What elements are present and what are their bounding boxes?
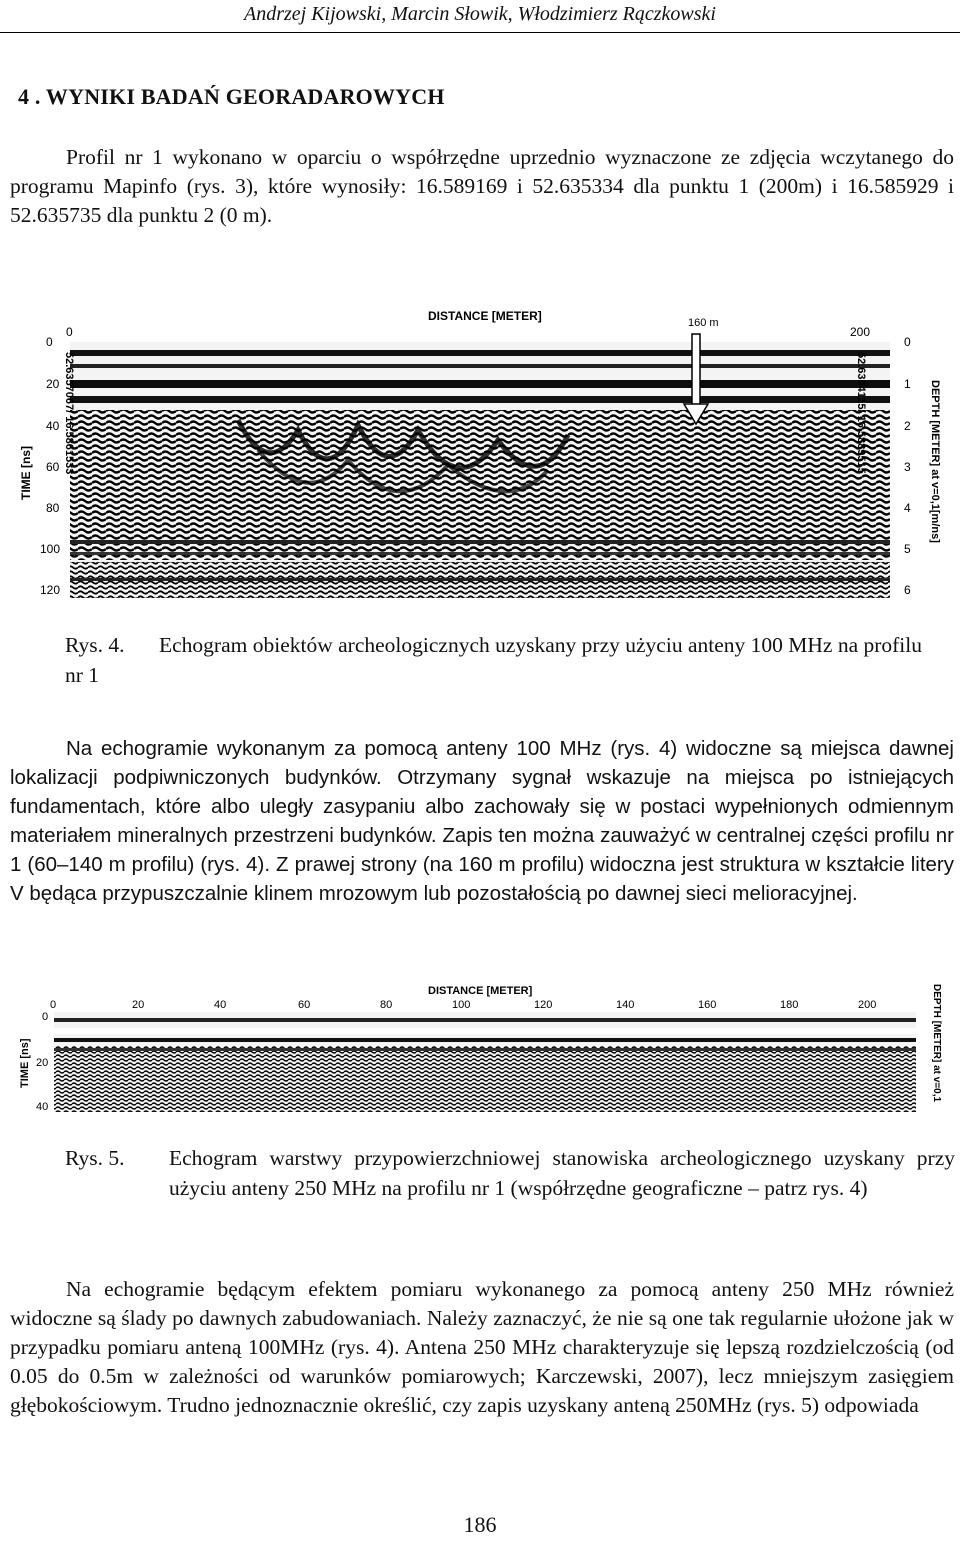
fig1-ytick-40: 40 <box>46 419 60 433</box>
echogram-1-svg <box>8 300 958 606</box>
figure-1-marker-label: 160 m <box>688 317 719 329</box>
fig1-xtick-200: 200 <box>850 325 871 339</box>
figure-2-title: DISTANCE [METER] <box>428 985 533 997</box>
fig2-xtick-80: 80 <box>380 999 393 1011</box>
fig2-ytick-40: 40 <box>36 1101 49 1113</box>
radargram-1 <box>70 342 890 598</box>
caption-figure-4 <box>65 630 945 690</box>
fig2-xtick-160: 160 <box>698 999 717 1011</box>
paragraph-1 <box>10 143 954 230</box>
fig2-xtick-180: 180 <box>780 999 799 1011</box>
fig2-y-right-label: DEPTH [METER] at v=0,1 <box>931 984 942 1103</box>
fig1-ytick-20: 20 <box>46 377 60 391</box>
header-rule <box>0 32 960 33</box>
caption-5-text: Echogram warstwy przypowierzchniowej stanowiska archeologicznego uzyskany przy użyciu anteny 250 MHz na profilu nr 1 (współrzędne geograficzne – patrz rys. 4) <box>169 1146 955 1200</box>
fig1-depth-4: 4 <box>904 501 911 515</box>
fig1-ytick-120: 120 <box>40 583 61 597</box>
fig2-ytick-20: 20 <box>36 1057 49 1069</box>
fig1-ytick-80: 80 <box>46 501 60 515</box>
fig2-xtick-200: 200 <box>858 999 877 1011</box>
fig1-ytick-60: 60 <box>46 460 60 474</box>
fig1-depth-0: 0 <box>904 335 911 349</box>
fig2-xtick-40: 40 <box>214 999 227 1011</box>
fig1-depth-3: 3 <box>904 460 911 474</box>
paragraph-1-text: Profil nr 1 wykonano w oparciu o współrzędne uprzednio wyznaczone ze zdjęcia wczytanego do programu Mapinfo (rys. 3), które wynosiły: 16.589169 i 52.635334 dla punktu 1 (200m) i 16.585929 i 52.635735 dla punktu 2 (0 m). <box>10 145 954 227</box>
figure-echogram-100mhz <box>8 300 958 606</box>
fig1-coord-right: 52.6354115/ 16.5889515 <box>855 352 867 474</box>
fig2-xtick-20: 20 <box>132 999 145 1011</box>
fig2-ytick-0: 0 <box>42 1011 49 1023</box>
fig1-ytick-100: 100 <box>40 542 61 556</box>
fig2-xtick-120: 120 <box>534 999 553 1011</box>
caption-figure-5 <box>65 1143 955 1203</box>
radargram-2 <box>54 1012 916 1112</box>
fig1-y-left-label: TIME [ns] <box>19 446 33 500</box>
paragraph-2-text: Na echogramie wykonanym za pomocą anteny 100 MHz (rys. 4) widoczne są miejsca dawnej lokalizacji podpiwniczonych budynków. Otrzymany sygnał wskazuje na miejsca po istniejących fundamentach, które albo uległy zasypaniu albo zachowały się w postaci wypełnionych odmiennym materiałem mineralnych przestrzeni budynków. Zapis ten można zauważyć w centralnej części profilu nr 1 (60–140 m profilu) (rys. 4). Z prawej strony (na 160 m profilu) widoczna jest struktura w kształcie litery V będąca przypuszczalnie klinem mrozowym lub pozostałością po dawnej sieci melioracyjnej. <box>10 737 954 905</box>
echogram-2-svg <box>8 978 958 1118</box>
fig1-depth-2: 2 <box>904 419 911 433</box>
caption-5-label: Rys. 5. <box>65 1146 125 1170</box>
paragraph-2 <box>10 734 954 908</box>
fig2-xtick-140: 140 <box>616 999 635 1011</box>
section-title: 4 . WYNIKI BADAŃ GEORADAROWYCH <box>18 84 445 109</box>
fig1-y-right-label: DEPTH [METER] at v=0,1[m/ns] <box>929 380 941 543</box>
fig1-coord-left: 52.6357067/ 16.5861533 <box>63 352 75 475</box>
fig2-xtick-100: 100 <box>452 999 471 1011</box>
paragraph-3-text: Na echogramie będącym efektem pomiaru wykonanego za pomocą anteny 250 MHz również widoczne są ślady po dawnych zabudowaniach. Należy zaznaczyć, że nie są one tak regularnie ułożone jak w przypadku pomiaru anteną 100MHz (rys. 4). Antena 250 MHz charakteryzuje się lepszą rozdzielczością (od 0.05 do 0.5m w zależności od warunków pomiarowych; Karczewski, 2007), lecz mniejszym zasięgiem głębokościowym. Trudno jednoznacznie określić, czy zapis uzyskany anteną 250MHz (rys. 5) odpowiada <box>10 1277 954 1417</box>
fig2-xtick-60: 60 <box>298 999 311 1011</box>
caption-4-text: Echogram obiektów archeologicznych uzyskany przy użyciu anteny 100 MHz na profilu nr 1 <box>65 633 922 687</box>
fig1-depth-5: 5 <box>904 542 911 556</box>
running-header: Andrzej Kijowski, Marcin Słowik, Włodzimierz Rączkowski <box>243 3 716 25</box>
fig2-xtick-0: 0 <box>50 999 57 1011</box>
caption-4-label: Rys. 4. <box>65 633 125 657</box>
fig1-depth-6: 6 <box>904 583 911 597</box>
fig1-xtick-0: 0 <box>66 325 73 339</box>
figure-echogram-250mhz <box>8 978 958 1118</box>
figure-1-title: DISTANCE [METER] <box>428 309 542 323</box>
fig1-depth-1: 1 <box>904 377 911 391</box>
page-number: 186 <box>463 1512 497 1537</box>
paragraph-3 <box>10 1275 954 1420</box>
fig1-ytick-0: 0 <box>46 335 53 349</box>
fig2-y-left-label: TIME [ns] <box>19 1038 31 1088</box>
